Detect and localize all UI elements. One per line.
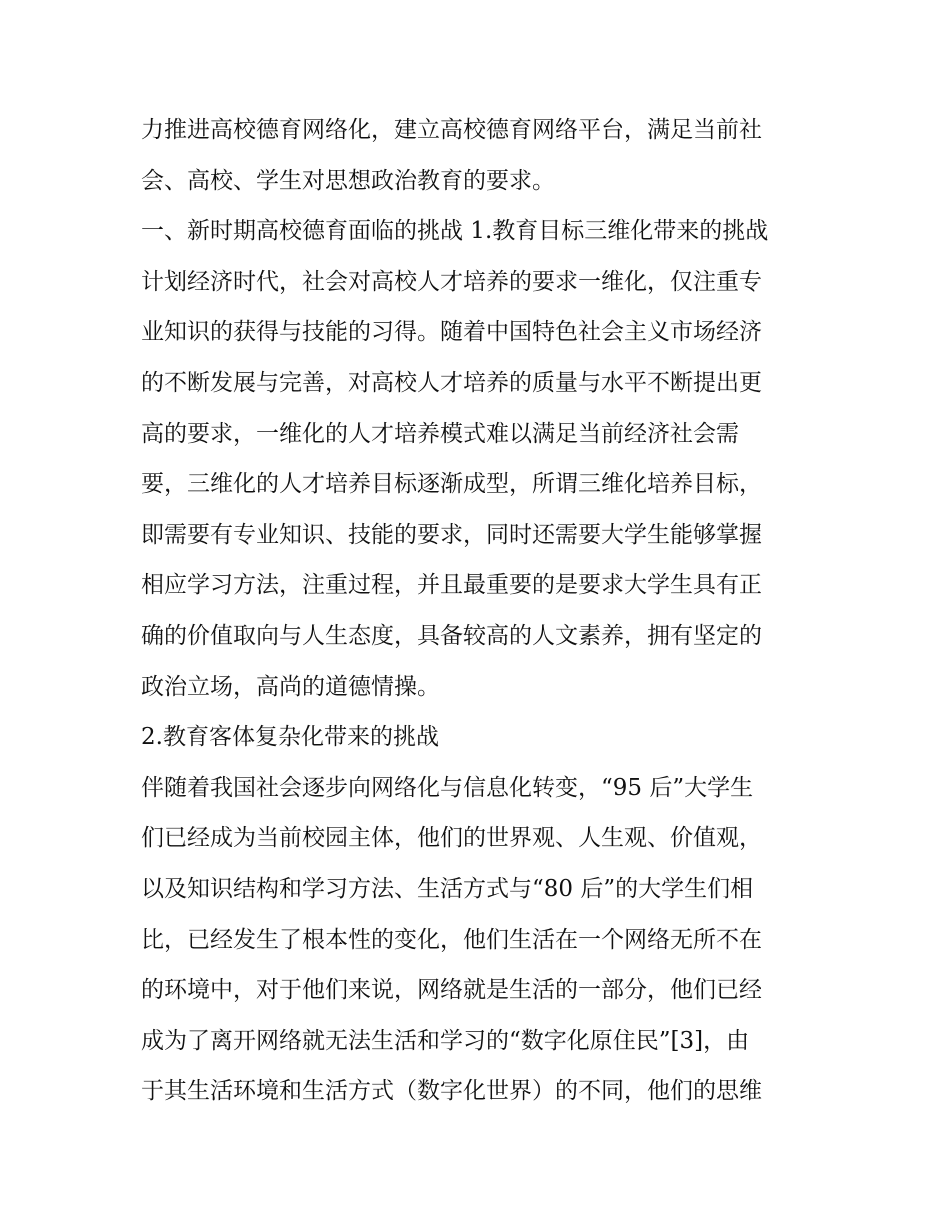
text-line: 即需要有专业知识、技能的要求，同时还需要大学生能够掌握 [141,521,762,548]
text-line: 政治立场，高尚的道德情操。 [141,673,440,700]
text-line: 伴随着我国社会逐步向网络化与信息化转变，“95 后”大学生 [141,774,754,801]
text-line: 确的价值取向与人生态度，具备较高的人文素养，拥有坚定的 [141,622,762,649]
text-line: 的环境中，对于他们来说，网络就是生活的一部分，他们已经 [141,977,762,1004]
text-line: 相应学习方法，注重过程，并且最重要的是要求大学生具有正 [141,572,762,599]
text-line: 计划经济时代，社会对高校人才培养的要求一维化，仅注重专 [141,268,762,295]
text-line: 力推进高校德育网络化，建立高校德育网络平台，满足当前社 [141,117,762,143]
subsection-heading: 2.教育客体复杂化带来的挑战 [141,724,439,751]
text-line: 于其生活环境和生活方式（数字化世界）的不同，他们的思维 [141,1078,762,1105]
text-line: 成为了离开网络就无法生活和学习的“数字化原住民”[3]，由 [141,1027,750,1054]
text-line: 的不断发展与完善，对高校人才培养的质量与水平不断提出更 [141,369,762,396]
body-text [141,105,813,1117]
text-line: 要，三维化的人才培养目标逐渐成型，所谓三维化培养目标， [141,471,762,498]
text-line: 们已经成为当前校园主体，他们的世界观、人生观、价值观， [141,825,762,852]
text-line: 比，已经发生了根本性的变化，他们生活在一个网络无所不在 [141,926,762,953]
text-line: 会、高校、学生对思想政治教育的要求。 [141,167,555,194]
text-line: 高的要求，一维化的人才培养模式难以满足当前经济社会需 [141,420,739,447]
text-line: 业知识的获得与技能的习得。随着中国特色社会主义市场经济 [141,319,762,346]
section-heading: 一、新时期高校德育面临的挑战 1.教育目标三维化带来的挑战 [141,218,769,245]
text-line: 以及知识结构和学习方法、生活方式与“80 后”的大学生们相 [141,875,754,902]
